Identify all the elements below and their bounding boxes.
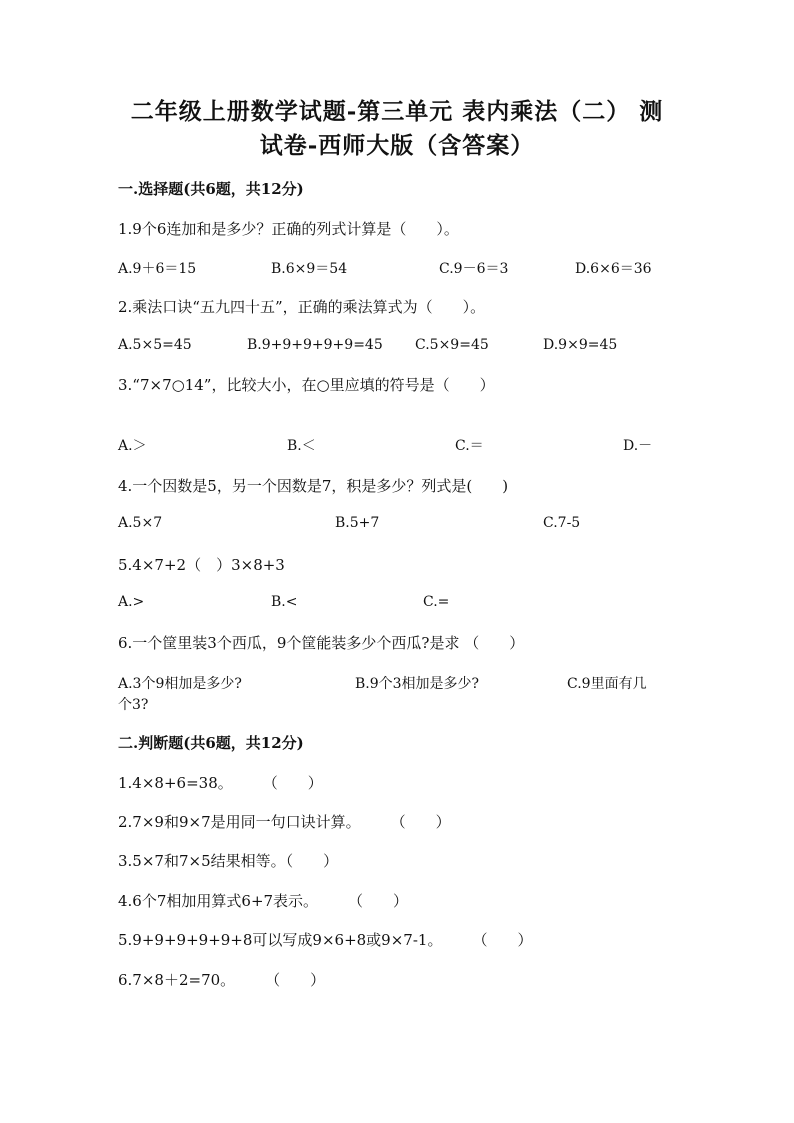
- section-header-true-false: 二.判断题(共6题，共12分): [118, 734, 304, 752]
- question-6-option-b: B.9个3相加是多少?: [355, 676, 480, 692]
- question-1-option-d: D.6×6＝36: [575, 261, 652, 277]
- judgment-question-6: 6.7×8＋2=70。 （ ）: [118, 971, 326, 989]
- question-1-option-a: A.9＋6＝15: [118, 261, 197, 277]
- question-2-option-a: A.5×5=45: [118, 337, 192, 353]
- document-title-line-2: 试卷-西师大版（含答案）: [259, 132, 535, 159]
- question-3-option-b: B.＜: [287, 438, 316, 454]
- question-3-option-c: C.＝: [455, 438, 484, 454]
- question-4-option-a: A.5×7: [118, 515, 163, 531]
- question-2-option-b: B.9+9+9+9+9=45: [247, 337, 383, 353]
- question-1-option-c: C.9－6＝3: [439, 261, 509, 277]
- judgment-question-5: 5.9+9+9+9+9+8可以写成9×6+8或9×7-1。 （ ）: [118, 931, 533, 949]
- question-6-text: 6.一个筐里装3个西瓜，9个筐能装多少个西瓜?是求 （ ）: [118, 634, 525, 652]
- question-5-option-a: A.>: [118, 594, 145, 610]
- question-3-option-a: A.＞: [118, 438, 147, 454]
- judgment-question-2: 2.7×9和9×7是用同一句口诀计算。 （ ）: [118, 813, 451, 831]
- judgment-question-4: 4.6个7相加用算式6+7表示。 （ ）: [118, 892, 409, 910]
- question-2-text: 2.乘法口诀“五九四十五”，正确的乘法算式为（ ）。: [118, 298, 486, 316]
- question-3-option-d: D.－: [623, 438, 653, 454]
- question-5-option-c: C.=: [423, 594, 450, 610]
- question-6-option-c: C.9里面有几: [567, 676, 647, 692]
- question-6-option-c-continued: 个3?: [118, 697, 149, 713]
- judgment-question-3: 3.5×7和7×5结果相等。（ ）: [118, 852, 339, 870]
- question-5-option-b: B.<: [271, 594, 298, 610]
- section-header-multiple-choice: 一.选择题(共6题，共12分): [118, 180, 304, 198]
- document-title-line-1: 二年级上册数学试题-第三单元 表内乘法（二） 测: [130, 98, 664, 125]
- question-1-option-b: B.6×9＝54: [271, 261, 348, 277]
- question-4-option-b: B.5+7: [335, 515, 380, 531]
- question-5-text: 5.4×7+2（ ）3×8+3: [118, 556, 285, 574]
- question-2-option-c: C.5×9=45: [415, 337, 489, 353]
- question-3-text: 3.“7×7○14”，比较大小，在○里应填的符号是（ ）: [118, 376, 495, 394]
- judgment-question-1: 1.4×8+6=38。 （ ）: [118, 774, 323, 792]
- question-4-text: 4.一个因数是5，另一个因数是7，积是多少？列式是( ): [118, 477, 509, 495]
- question-2-option-d: D.9×9=45: [543, 337, 618, 353]
- question-6-option-a: A.3个9相加是多少?: [118, 676, 242, 692]
- question-1-text: 1.9个6连加和是多少？正确的列式计算是（ ）。: [118, 220, 459, 238]
- question-4-option-c: C.7-5: [543, 515, 581, 531]
